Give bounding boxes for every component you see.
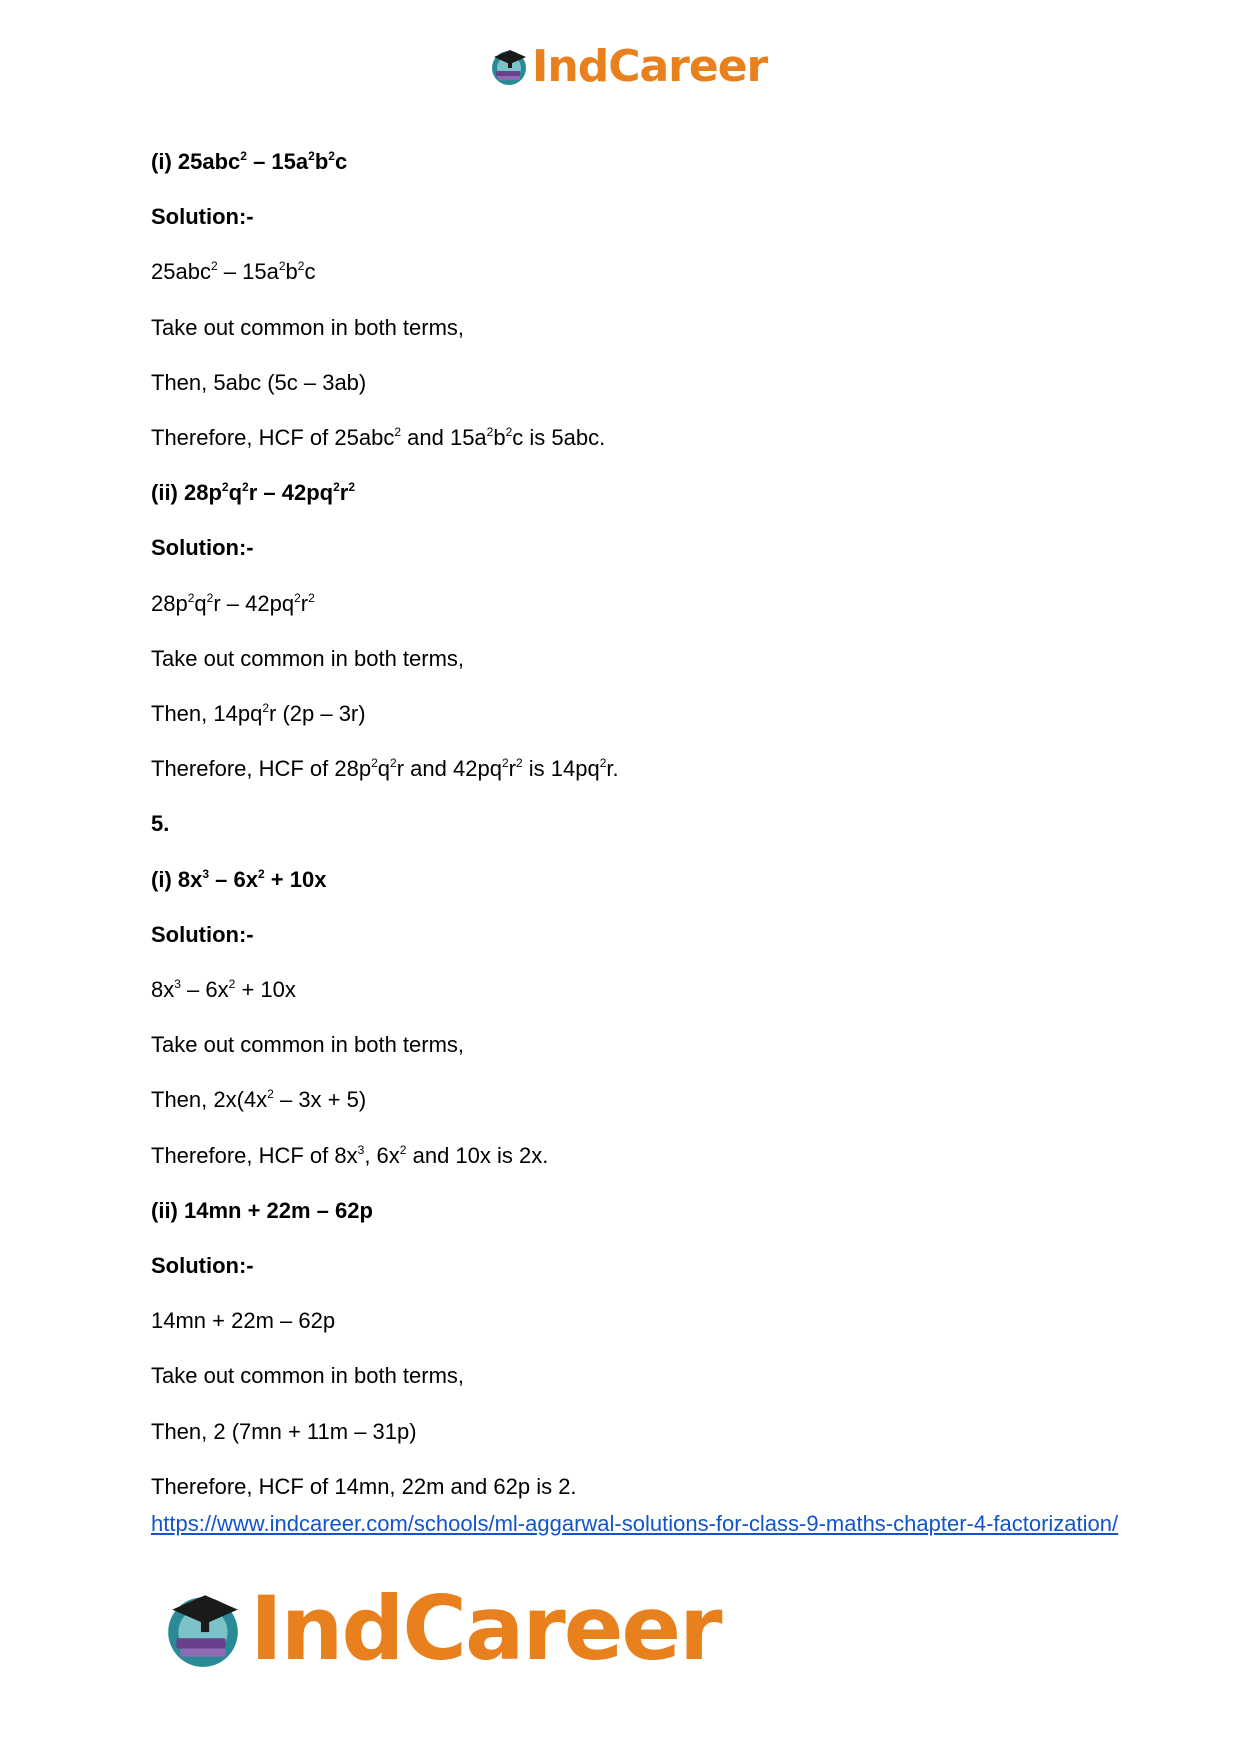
brand-name: IndCareer	[532, 40, 768, 92]
text-line: $28p^2q^2r - 42pq^2r^2$	[151, 591, 315, 616]
graduation-book-icon	[488, 45, 530, 87]
text-line: Then, $14pq^2r$ (2p – 3r)	[151, 701, 366, 726]
heading-line: (ii) 14mn + 22m – 62p	[151, 1198, 373, 1223]
text-line: Then, 5abc (5c – 3ab)	[151, 370, 367, 395]
heading-line: Solution:-	[151, 204, 254, 229]
text-line: Take out common in both terms,	[151, 1363, 465, 1388]
text-line: Therefore, HCF of $8x^3$, $6x^2$ and 10x is 2x.	[151, 1143, 549, 1168]
footer-logo	[160, 1576, 721, 1680]
heading-line: Solution:-	[151, 535, 254, 560]
text-line: Take out common in both terms,	[151, 315, 465, 340]
header-logo	[488, 42, 767, 90]
text-line: Therefore, HCF of $28p^2q^2r$ and $42pq^2r^2$ is $14pq^2r$.	[151, 756, 619, 781]
text-line: Take out common in both terms,	[151, 646, 465, 671]
text-line: Then, $2x(4x^2 - 3x + 5)$	[151, 1087, 367, 1112]
graduation-book-icon	[160, 1585, 246, 1671]
text-line: $8x^3 - 6x^2 + 10x$	[151, 977, 296, 1002]
text-line: Take out common in both terms,	[151, 1032, 465, 1057]
text-line: Therefore, HCF of 14mn, 22m and 62p is 2.	[151, 1474, 577, 1499]
source-link[interactable]: https://www.indcareer.com/schools/ml-aggarwal-solutions-for-class-9-maths-chapter-4-factorization/	[151, 1511, 1119, 1536]
text-line: Then, 2 (7mn + 11m – 31p)	[151, 1419, 417, 1444]
text-line: 14mn + 22m – 62p	[151, 1308, 336, 1333]
heading-line: (i) $8x^3 - 6x^2 + 10x$	[151, 867, 327, 892]
heading-line: Solution:-	[151, 922, 254, 947]
text-line: $25abc^2 - 15a^2b^2c$	[151, 259, 316, 284]
heading-line: 5.	[151, 811, 170, 836]
heading-line: (i) $25abc^2 - 15a^2b^2c$	[151, 149, 348, 174]
heading-line: (ii) $28p^2q^2r - 42pq^2r^2$	[151, 480, 356, 505]
brand-name: IndCareer	[250, 1576, 721, 1680]
heading-line: Solution:-	[151, 1253, 254, 1278]
text-line: Therefore, HCF of 25abc$^2$ and $15a^2b^2c$ is 5abc.	[151, 425, 606, 450]
